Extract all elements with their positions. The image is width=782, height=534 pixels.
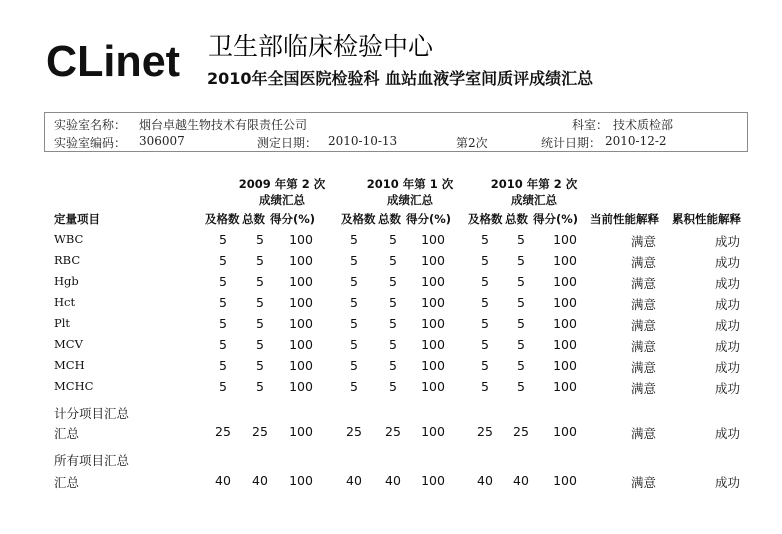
row-cumulative-performance: 成功 [715, 234, 741, 249]
row-value: 5 [256, 274, 264, 289]
lab-code-label: 实验室编码： [54, 136, 127, 150]
row-value: 100 [289, 295, 313, 310]
row-value: 5 [256, 379, 264, 394]
row-value: 100 [421, 274, 445, 289]
report-title: 卫生部临床检验中心 [208, 32, 434, 61]
row-value: 5 [481, 295, 489, 310]
group-header-2 [354, 176, 466, 208]
col-header-score: 得分(%) [533, 212, 579, 226]
table-row [0, 274, 782, 294]
row-value: 5 [389, 253, 397, 268]
row-value: 5 [481, 316, 489, 331]
row-value: 5 [256, 232, 264, 247]
row-value: 5 [350, 295, 358, 310]
row-value: 100 [289, 232, 313, 247]
stat-date-label: 统计日期： [541, 136, 602, 150]
row-value: 5 [219, 379, 227, 394]
stat-date: 2010-12-2 [605, 134, 667, 148]
row-label: 汇总 [54, 426, 80, 441]
row-value: 5 [389, 337, 397, 352]
row-value: 100 [421, 316, 445, 331]
col-header-pass: 及格数 [468, 212, 503, 226]
row-current-performance: 满意 [631, 276, 657, 291]
row-value: 100 [421, 295, 445, 310]
row-value: 5 [517, 295, 525, 310]
row-current-performance: 满意 [631, 318, 657, 333]
row-label: Hct [54, 295, 76, 309]
row-value: 40 [513, 473, 529, 488]
group-header-line2: 成绩汇总 [259, 193, 305, 207]
row-value: 5 [389, 358, 397, 373]
row-value: 5 [481, 358, 489, 373]
row-cumulative-performance: 成功 [715, 297, 741, 312]
row-value: 100 [289, 253, 313, 268]
row-value: 5 [517, 232, 525, 247]
dept-label: 科室： [572, 118, 609, 132]
row-value: 40 [215, 473, 231, 488]
row-value: 5 [219, 337, 227, 352]
row-label: MCHC [54, 379, 94, 393]
row-value: 100 [553, 253, 577, 268]
row-label: WBC [54, 232, 84, 246]
row-value: 100 [553, 295, 577, 310]
clinet-logo [46, 36, 182, 82]
table-row [0, 473, 782, 493]
round-label: 第2次 [456, 136, 488, 150]
table-row [0, 424, 782, 444]
row-value: 5 [481, 253, 489, 268]
row-value: 5 [517, 274, 525, 289]
col-header-total: 总数 [505, 212, 528, 226]
row-cumulative-performance: 成功 [715, 318, 741, 333]
row-label: RBC [54, 253, 81, 267]
row-value: 5 [389, 232, 397, 247]
row-value: 25 [385, 424, 401, 439]
row-value: 100 [421, 424, 445, 439]
row-value: 100 [421, 337, 445, 352]
row-value: 100 [421, 253, 445, 268]
row-value: 5 [517, 253, 525, 268]
row-value: 100 [421, 379, 445, 394]
col-header-score: 得分(%) [406, 212, 452, 226]
row-cumulative-performance: 成功 [715, 255, 741, 270]
row-cumulative-performance: 成功 [715, 381, 741, 396]
table-row [0, 337, 782, 357]
row-value: 40 [385, 473, 401, 488]
row-value: 100 [553, 232, 577, 247]
lab-name: 烟台卓越生物技术有限责任公司 [139, 118, 308, 132]
row-value: 5 [389, 274, 397, 289]
report-subtitle: 2010年全国医院检验科 血站血液学室间质评成绩汇总 [207, 69, 594, 88]
logo-text: CLinet [46, 37, 181, 82]
row-value: 100 [553, 473, 577, 488]
test-date: 2010-10-13 [328, 134, 398, 148]
row-value: 5 [481, 232, 489, 247]
col-header-score: 得分(%) [270, 212, 316, 226]
lab-name-label: 实验室名称： [54, 118, 127, 132]
row-value: 100 [553, 358, 577, 373]
row-value: 5 [389, 316, 397, 331]
test-date-label: 测定日期： [257, 136, 318, 150]
row-value: 5 [517, 358, 525, 373]
row-value: 5 [219, 232, 227, 247]
row-label: 汇总 [54, 475, 80, 490]
all-section-label: 所有项目汇总 [54, 453, 130, 468]
row-value: 5 [219, 316, 227, 331]
col-header-pass: 及格数 [205, 212, 240, 226]
row-value: 5 [219, 274, 227, 289]
row-value: 40 [252, 473, 268, 488]
row-label: Hgb [54, 274, 79, 288]
row-label: MCV [54, 337, 83, 351]
row-value: 5 [256, 316, 264, 331]
row-current-performance: 满意 [631, 255, 657, 270]
row-value: 100 [553, 379, 577, 394]
group-header-3 [478, 176, 590, 208]
row-value: 25 [215, 424, 231, 439]
table-row [0, 379, 782, 399]
row-cumulative-performance: 成功 [715, 339, 741, 354]
row-current-performance: 满意 [631, 234, 657, 249]
row-value: 100 [289, 473, 313, 488]
table-row [0, 358, 782, 378]
row-value: 5 [350, 358, 358, 373]
row-value: 100 [553, 424, 577, 439]
scored-section-label: 计分项目汇总 [54, 406, 130, 421]
row-cumulative-performance: 成功 [715, 276, 741, 291]
row-value: 5 [389, 295, 397, 310]
col-header-pass: 及格数 [341, 212, 376, 226]
row-value: 5 [350, 253, 358, 268]
row-value: 100 [289, 358, 313, 373]
group-header-line2: 成绩汇总 [387, 193, 433, 207]
row-cumulative-performance: 成功 [715, 426, 741, 441]
row-cumulative-performance: 成功 [715, 475, 741, 490]
row-value: 5 [350, 232, 358, 247]
row-value: 5 [256, 253, 264, 268]
row-value: 100 [289, 316, 313, 331]
row-value: 5 [517, 337, 525, 352]
col-header-item: 定量项目 [54, 212, 100, 226]
table-row [0, 295, 782, 315]
row-value: 5 [219, 253, 227, 268]
col-header-current: 当前性能解释 [590, 212, 659, 226]
row-value: 5 [350, 316, 358, 331]
row-value: 100 [421, 358, 445, 373]
row-value: 5 [389, 379, 397, 394]
lab-info-box [44, 112, 748, 152]
row-value: 25 [346, 424, 362, 439]
group-header-line2: 成绩汇总 [511, 193, 557, 207]
row-current-performance: 满意 [631, 381, 657, 396]
table-row [0, 232, 782, 252]
row-current-performance: 满意 [631, 475, 657, 490]
row-value: 5 [219, 358, 227, 373]
col-header-total: 总数 [242, 212, 265, 226]
row-value: 100 [421, 473, 445, 488]
row-value: 5 [481, 379, 489, 394]
group-header-line1: 2009 年第 2 次 [238, 177, 326, 191]
dept-value: 技术质检部 [613, 118, 674, 132]
row-value: 5 [256, 295, 264, 310]
row-value: 40 [477, 473, 493, 488]
group-header-1 [226, 176, 338, 208]
group-header-line1: 2010 年第 2 次 [490, 177, 578, 191]
row-value: 100 [553, 274, 577, 289]
table-row [0, 316, 782, 336]
row-value: 5 [517, 316, 525, 331]
row-label: Plt [54, 316, 71, 330]
row-value: 5 [481, 274, 489, 289]
row-value: 5 [350, 337, 358, 352]
row-value: 100 [553, 316, 577, 331]
row-value: 5 [350, 379, 358, 394]
row-value: 5 [256, 358, 264, 373]
row-value: 5 [219, 295, 227, 310]
row-value: 100 [421, 232, 445, 247]
row-value: 100 [553, 337, 577, 352]
row-value: 100 [289, 274, 313, 289]
row-value: 100 [289, 379, 313, 394]
row-value: 100 [289, 424, 313, 439]
col-header-cumulative: 累积性能解释 [672, 212, 741, 226]
col-header-total: 总数 [378, 212, 401, 226]
row-value: 100 [289, 337, 313, 352]
row-value: 5 [350, 274, 358, 289]
row-current-performance: 满意 [631, 360, 657, 375]
row-value: 25 [252, 424, 268, 439]
row-value: 5 [481, 337, 489, 352]
row-label: MCH [54, 358, 85, 372]
row-current-performance: 满意 [631, 339, 657, 354]
row-current-performance: 满意 [631, 426, 657, 441]
clinet-logo-mark [46, 36, 182, 82]
row-value: 25 [513, 424, 529, 439]
lab-code: 306007 [139, 134, 185, 148]
row-value: 5 [256, 337, 264, 352]
row-current-performance: 满意 [631, 297, 657, 312]
group-header-line1: 2010 年第 1 次 [366, 177, 454, 191]
row-value: 5 [517, 379, 525, 394]
row-value: 25 [477, 424, 493, 439]
table-row [0, 253, 782, 273]
row-cumulative-performance: 成功 [715, 360, 741, 375]
row-value: 40 [346, 473, 362, 488]
